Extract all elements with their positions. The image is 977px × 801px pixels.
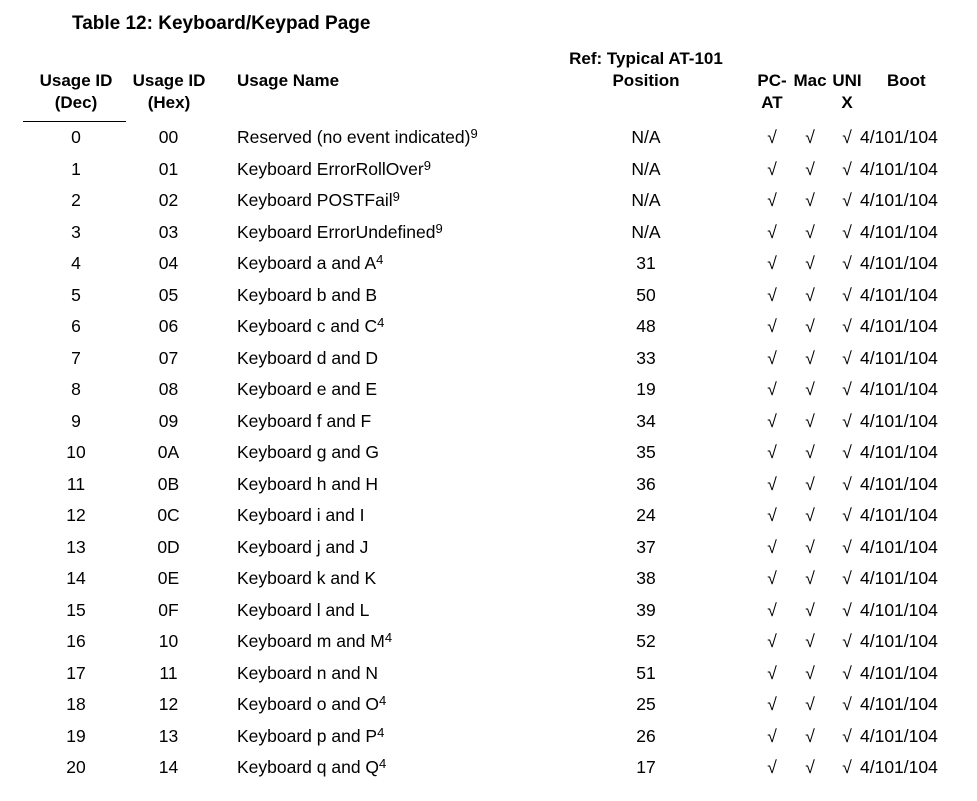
ref-position-cell: N/A — [631, 158, 661, 179]
usage-name-cell — [237, 694, 386, 715]
unix-check: √ — [842, 158, 852, 179]
pc-at-check: √ — [767, 505, 777, 525]
mac-check: √ — [805, 284, 815, 305]
usage-hex-cell: 0E — [157, 568, 180, 588]
mac-check: √ — [805, 505, 815, 525]
pc-at-check: √ — [767, 284, 777, 305]
boot-cell: 4/101/104 — [860, 599, 938, 620]
pc-at-check: √ — [767, 631, 777, 651]
usage-hex-cell: 12 — [158, 694, 179, 714]
pc-at-check: √ — [767, 347, 777, 368]
mac-check: √ — [805, 568, 815, 588]
usage-hex-cell: 09 — [158, 410, 179, 431]
mac-check: √ — [805, 757, 815, 777]
ref-position-cell: 24 — [636, 505, 656, 525]
boot-cell: 4/101/104 — [860, 127, 938, 147]
header-usage-hex-line1: Usage ID — [132, 71, 206, 90]
usage-dec-cell: 1 — [71, 158, 81, 179]
boot-cell: 4/101/104 — [860, 568, 938, 588]
pc-at-check: √ — [767, 725, 777, 746]
ref-position-cell: 35 — [636, 442, 656, 462]
unix-check: √ — [842, 599, 852, 620]
header-ref-position — [546, 48, 746, 92]
header-pc-line2: AT — [761, 93, 783, 112]
table-row — [0, 691, 977, 723]
table-row — [0, 156, 977, 188]
usage-hex-cell: 13 — [158, 725, 179, 746]
unix-check: √ — [842, 379, 852, 399]
usage-hex-cell: 01 — [158, 158, 179, 179]
ref-position-cell: 19 — [636, 379, 656, 399]
mac-check: √ — [805, 694, 815, 714]
usage-dec-cell: 8 — [71, 379, 81, 399]
unix-check: √ — [842, 253, 852, 273]
usage-dec-cell: 4 — [71, 253, 81, 273]
boot-cell: 4/101/104 — [860, 442, 938, 462]
header-usage-id-dec — [30, 70, 122, 114]
unix-check: √ — [842, 284, 852, 305]
unix-check: √ — [842, 568, 852, 588]
pc-at-check: √ — [767, 694, 777, 714]
pc-at-check: √ — [767, 442, 777, 462]
usage-name-text: Keyboard o and O — [237, 694, 380, 714]
table-row — [0, 754, 977, 786]
header-boot: Boot — [887, 71, 926, 90]
mac-check: √ — [805, 190, 815, 210]
table-row — [0, 534, 977, 566]
footnote-ref: 4 — [384, 630, 393, 645]
usage-name-cell — [237, 127, 478, 148]
usage-hex-cell: 02 — [158, 190, 179, 210]
usage-name-text: Keyboard p and P — [237, 725, 378, 746]
unix-check: √ — [842, 505, 852, 525]
unix-check: √ — [842, 410, 852, 431]
table-row — [0, 597, 977, 629]
usage-dec-cell: 2 — [71, 190, 81, 210]
mac-check: √ — [805, 158, 815, 179]
usage-dec-cell: 9 — [71, 410, 81, 431]
unix-check: √ — [842, 347, 852, 368]
usage-hex-cell: 0C — [157, 505, 180, 525]
footnote-ref: 9 — [470, 126, 478, 141]
boot-cell: 4/101/104 — [860, 757, 938, 777]
ref-position-cell: 38 — [636, 568, 656, 588]
pc-at-check: √ — [767, 253, 777, 273]
pc-at-check: √ — [767, 316, 777, 336]
usage-dec-cell: 5 — [71, 284, 81, 305]
usage-hex-cell: 03 — [158, 221, 179, 242]
usage-dec-cell: 20 — [66, 757, 86, 777]
usage-hex-cell: 0B — [157, 473, 180, 494]
header-unix-line2: X — [841, 93, 853, 112]
boot-cell: 4/101/104 — [860, 158, 938, 179]
usage-name-cell — [237, 190, 400, 211]
boot-cell: 4/101/104 — [860, 347, 938, 368]
mac-check: √ — [805, 599, 815, 620]
usage-hex-cell: 06 — [158, 316, 179, 336]
unix-check: √ — [842, 442, 852, 462]
table-row — [0, 282, 977, 314]
pc-at-check: √ — [767, 662, 777, 683]
header-ref-line1: Ref: Typical AT-101 — [569, 49, 723, 68]
boot-cell: 4/101/104 — [860, 631, 938, 651]
boot-cell: 4/101/104 — [860, 725, 938, 746]
ref-position-cell: N/A — [631, 221, 661, 242]
table-row — [0, 660, 977, 692]
table-row — [0, 219, 977, 251]
ref-position-cell: N/A — [631, 190, 661, 210]
boot-cell: 4/101/104 — [860, 284, 938, 305]
mac-check: √ — [805, 221, 815, 242]
ref-position-cell: 48 — [636, 316, 656, 336]
boot-cell: 4/101/104 — [860, 536, 938, 557]
table-row — [0, 471, 977, 503]
usage-dec-cell: 19 — [66, 725, 86, 746]
header-pc-line1: PC- — [757, 71, 787, 90]
unix-check: √ — [842, 316, 852, 336]
table-row — [0, 250, 977, 282]
usage-name-text: Keyboard e and E — [237, 379, 378, 399]
pc-at-check: √ — [767, 379, 777, 399]
pc-at-check: √ — [767, 127, 777, 147]
header-usage-name: Usage Name — [237, 71, 340, 90]
usage-name-cell — [237, 316, 384, 337]
usage-name-cell — [237, 726, 384, 747]
unix-check: √ — [842, 127, 852, 147]
unix-check: √ — [842, 694, 852, 714]
header-usage-hex-line2: (Hex) — [147, 93, 191, 112]
table-body — [0, 124, 977, 786]
header-mac: Mac — [793, 71, 827, 90]
table-title: Table 12: Keyboard/Keypad Page — [72, 13, 371, 34]
usage-hex-cell: 0A — [157, 442, 180, 462]
footnote-ref: 4 — [376, 252, 384, 267]
usage-name-text: Keyboard POSTFail — [237, 190, 393, 210]
table-row — [0, 376, 977, 408]
pc-at-check: √ — [767, 158, 777, 179]
table-row — [0, 187, 977, 219]
usage-name-text: Keyboard b and B — [237, 284, 378, 305]
usage-name-cell — [237, 631, 392, 652]
usage-hex-cell: 05 — [158, 284, 179, 305]
usage-dec-cell: 3 — [71, 221, 81, 242]
mac-check: √ — [805, 410, 815, 431]
usage-hex-cell: 04 — [158, 253, 179, 273]
usage-name-cell — [237, 222, 443, 243]
usage-dec-cell: 11 — [66, 473, 86, 494]
table-row — [0, 628, 977, 660]
boot-cell: 4/101/104 — [860, 410, 938, 431]
usage-dec-cell: 12 — [66, 505, 86, 525]
footnote-ref: 9 — [435, 220, 443, 236]
unix-check: √ — [842, 190, 852, 210]
footnote-ref: 4 — [379, 756, 387, 771]
boot-cell: 4/101/104 — [860, 662, 938, 683]
header-unix-line1: UNI — [832, 71, 862, 90]
mac-check: √ — [805, 662, 815, 683]
ref-position-cell: 26 — [636, 725, 656, 746]
usage-name-cell — [237, 411, 371, 432]
usage-name-cell — [237, 568, 376, 589]
footnote-ref: 9 — [392, 189, 400, 204]
table-row — [0, 313, 977, 345]
pc-at-check: √ — [767, 757, 777, 777]
ref-position-cell: 33 — [636, 347, 656, 368]
usage-hex-cell: 11 — [159, 662, 178, 683]
boot-cell: 4/101/104 — [860, 190, 938, 210]
ref-position-cell: 50 — [636, 284, 656, 305]
header-unix — [827, 70, 867, 114]
footnote-ref: 9 — [423, 157, 431, 173]
usage-dec-cell: 15 — [66, 599, 86, 620]
footnote-ref: 4 — [377, 724, 385, 740]
table-row — [0, 345, 977, 377]
ref-position-cell: 25 — [636, 694, 656, 714]
usage-name-text: Keyboard g and G — [237, 442, 380, 462]
usage-dec-cell: 10 — [66, 442, 86, 462]
header-usage-dec-line1: Usage ID — [39, 71, 113, 90]
usage-hex-cell: 14 — [158, 757, 179, 777]
usage-name-cell — [237, 474, 378, 495]
mac-check: √ — [805, 631, 815, 651]
usage-name-cell — [237, 285, 377, 306]
usage-name-cell — [237, 253, 383, 274]
usage-hex-cell: 08 — [158, 379, 179, 399]
table-row — [0, 439, 977, 471]
usage-dec-cell: 17 — [66, 662, 86, 683]
mac-check: √ — [805, 536, 815, 557]
header-usage-id-hex — [124, 70, 214, 114]
mac-check: √ — [805, 347, 815, 368]
usage-dec-cell: 16 — [66, 631, 86, 651]
table-row — [0, 565, 977, 597]
usage-name-text: Keyboard k and K — [237, 568, 377, 588]
header-usage-dec-line2: (Dec) — [54, 93, 98, 112]
usage-hex-cell: 0D — [157, 536, 180, 557]
mac-check: √ — [805, 473, 815, 494]
usage-name-text: Reserved (no event indicated) — [237, 127, 471, 147]
usage-name-cell — [237, 348, 378, 369]
ref-position-cell: 37 — [636, 536, 656, 557]
unix-check: √ — [842, 473, 852, 494]
mac-check: √ — [805, 725, 815, 746]
usage-name-cell — [237, 442, 379, 463]
pc-at-check: √ — [767, 568, 777, 588]
usage-name-text: Keyboard ErrorRollOver — [237, 158, 424, 179]
usage-name-text: Keyboard n and N — [237, 662, 379, 683]
pc-at-check: √ — [767, 536, 777, 557]
unix-check: √ — [842, 536, 852, 557]
usage-dec-cell: 7 — [71, 347, 81, 368]
unix-check: √ — [842, 725, 852, 746]
ref-position-cell: N/A — [631, 127, 661, 147]
usage-name-text: Keyboard q and Q — [237, 757, 380, 777]
usage-dec-cell: 0 — [71, 127, 81, 147]
usage-name-text: Keyboard j and J — [237, 536, 369, 557]
usage-name-cell — [237, 537, 368, 558]
ref-position-cell: 51 — [636, 662, 656, 683]
usage-dec-cell: 6 — [71, 316, 81, 336]
mac-check: √ — [805, 127, 815, 147]
ref-position-cell: 39 — [636, 599, 656, 620]
usage-name-cell — [237, 663, 378, 684]
boot-cell: 4/101/104 — [860, 253, 938, 273]
boot-cell: 4/101/104 — [860, 316, 938, 336]
footnote-ref: 4 — [379, 693, 387, 708]
boot-cell: 4/101/104 — [860, 221, 938, 242]
boot-cell: 4/101/104 — [860, 505, 938, 525]
unix-check: √ — [842, 631, 852, 651]
ref-position-cell: 52 — [636, 631, 656, 651]
usage-name-text: Keyboard m and M — [237, 631, 385, 651]
pc-at-check: √ — [767, 473, 777, 494]
usage-name-cell — [237, 379, 377, 400]
header-pc-at — [752, 70, 792, 114]
table-row — [0, 408, 977, 440]
unix-check: √ — [842, 221, 852, 242]
header-ref-line2: Position — [612, 71, 680, 90]
table-row — [0, 124, 977, 156]
mac-check: √ — [805, 316, 815, 336]
usage-dec-cell: 13 — [66, 536, 86, 557]
usage-dec-cell: 18 — [66, 694, 86, 714]
pc-at-check: √ — [767, 410, 777, 431]
header-underline — [23, 121, 126, 122]
usage-name-text: Keyboard c and C — [237, 316, 378, 336]
usage-name-text: Keyboard ErrorUndefined — [237, 221, 436, 242]
usage-name-text: Keyboard d and D — [237, 347, 379, 368]
usage-name-text: Keyboard i and I — [237, 505, 365, 525]
boot-cell: 4/101/104 — [860, 473, 938, 494]
mac-check: √ — [805, 379, 815, 399]
unix-check: √ — [842, 662, 852, 683]
boot-cell: 4/101/104 — [860, 379, 938, 399]
usage-dec-cell: 14 — [66, 568, 86, 588]
usage-hex-cell: 00 — [158, 127, 179, 147]
usage-name-cell — [237, 505, 364, 526]
boot-cell: 4/101/104 — [860, 694, 938, 714]
ref-position-cell: 36 — [636, 473, 656, 494]
pc-at-check: √ — [767, 190, 777, 210]
usage-hex-cell: 0F — [158, 599, 179, 620]
mac-check: √ — [805, 442, 815, 462]
usage-name-text: Keyboard a and A — [237, 253, 377, 273]
usage-hex-cell: 07 — [158, 347, 179, 368]
usage-name-cell — [237, 600, 369, 621]
mac-check: √ — [805, 253, 815, 273]
usage-name-cell — [237, 757, 386, 778]
ref-position-cell: 34 — [636, 410, 656, 431]
usage-hex-cell: 10 — [158, 631, 179, 651]
footnote-ref: 4 — [377, 315, 385, 330]
pc-at-check: √ — [767, 599, 777, 620]
usage-name-text: Keyboard l and L — [237, 599, 370, 620]
unix-check: √ — [842, 757, 852, 777]
pc-at-check: √ — [767, 221, 777, 242]
table-row — [0, 723, 977, 755]
usage-name-text: Keyboard f and F — [237, 410, 372, 431]
ref-position-cell: 17 — [636, 757, 656, 777]
ref-position-cell: 31 — [636, 253, 656, 273]
table-row — [0, 502, 977, 534]
usage-name-text: Keyboard h and H — [237, 473, 379, 494]
usage-name-cell — [237, 159, 431, 180]
